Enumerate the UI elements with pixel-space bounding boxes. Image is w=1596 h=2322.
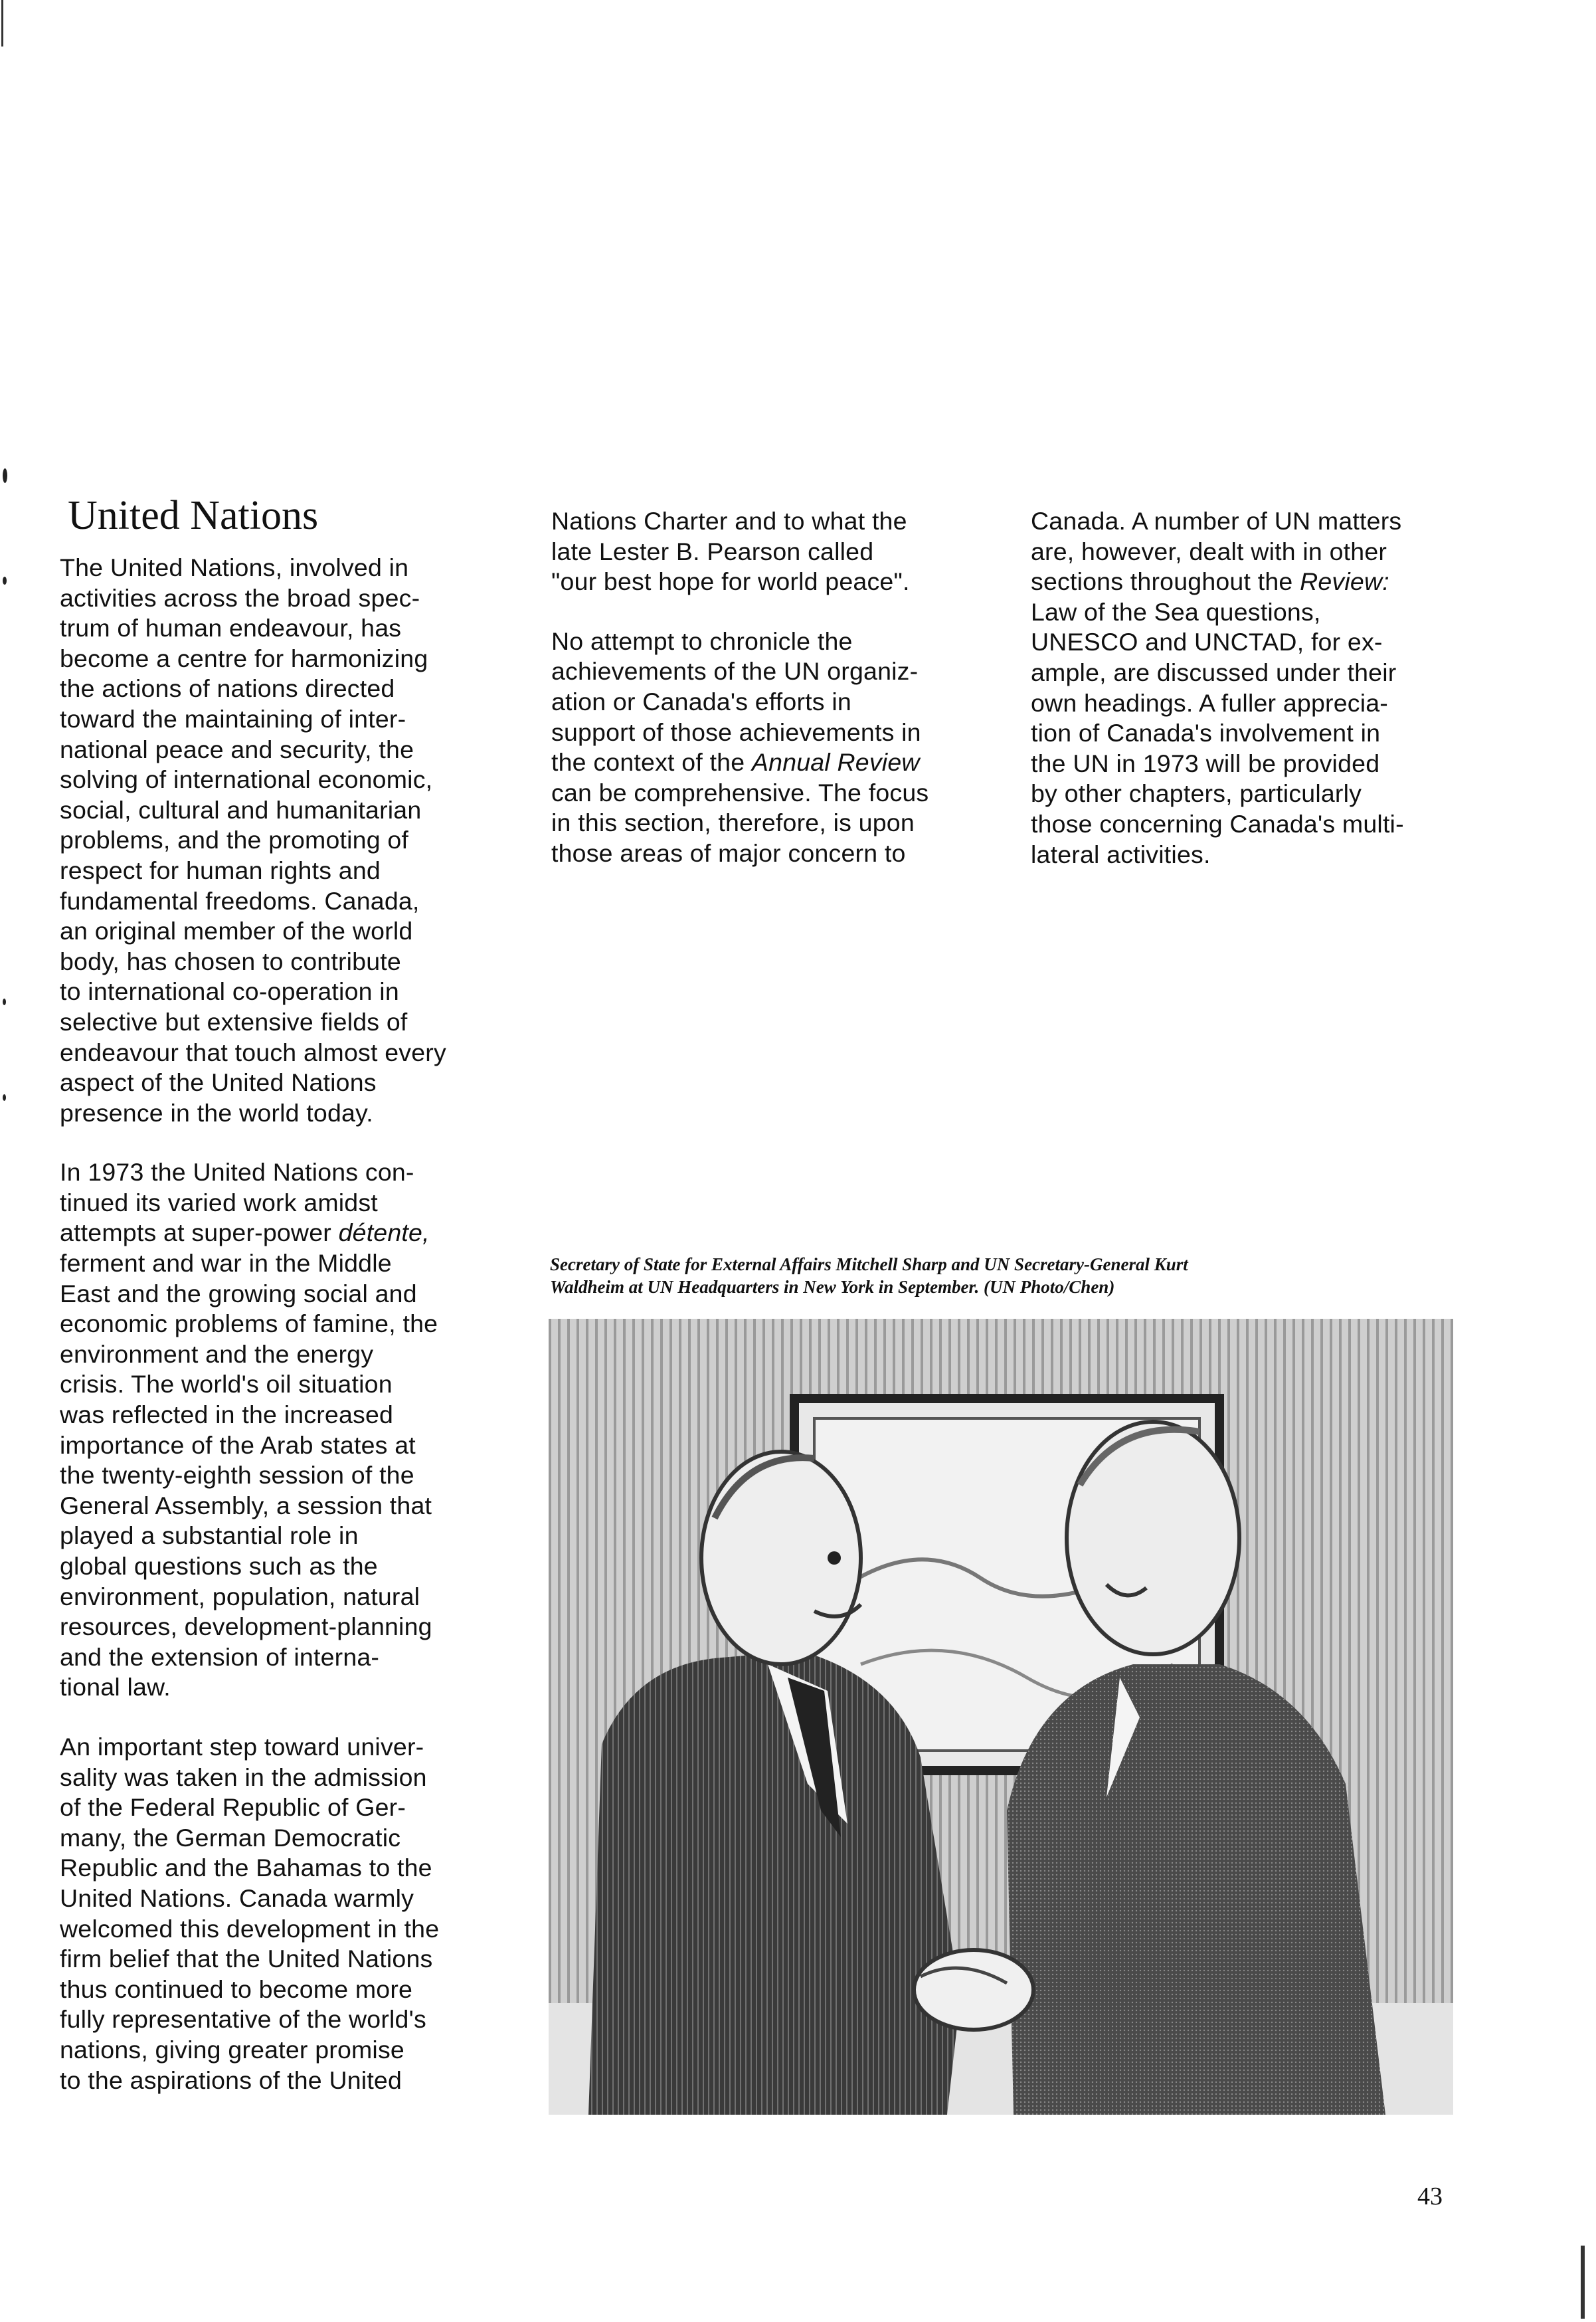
text-line: [60, 1218, 511, 1248]
scan-margin-dot: [3, 468, 7, 483]
text-line: importance of the Arab states at: [60, 1430, 416, 1459]
text-line: national peace and security, the: [60, 735, 414, 763]
text-run: the context of the: [551, 748, 752, 777]
text-line: economic problems of famine, the: [60, 1309, 438, 1338]
text-line: fundamental freedoms. Canada,: [60, 886, 420, 915]
text-line: ferment and war in the Middle: [60, 1249, 392, 1278]
italic-title-review: Review:: [1300, 567, 1389, 596]
text-line: fully representative of the world's: [60, 2005, 426, 2034]
text-line: presence in the world today.: [60, 1098, 373, 1127]
italic-term-detente: détente,: [338, 1218, 430, 1247]
text-line: UNESCO and UNCTAD, for ex-: [1031, 628, 1383, 656]
text-line: social, cultural and humanitarian: [60, 795, 422, 824]
text-line: Nations Charter and to what the: [551, 507, 907, 535]
handshake-photo: [549, 1319, 1453, 2115]
handshake-hands: [914, 1950, 1033, 2030]
text-line: global questions such as the: [60, 1552, 378, 1580]
text-line: No attempt to chronicle the: [551, 627, 853, 655]
text-line: Republic and the Bahamas to the: [60, 1854, 432, 1882]
caption-line: Waldheim at UN Headquarters in New York in September. (UN Photo/Chen): [550, 1277, 1115, 1297]
text-line: problems, and the promoting of: [60, 826, 409, 854]
text-line: activities across the broad spec-: [60, 583, 420, 612]
text-line: "our best hope for world peace".: [551, 567, 910, 596]
text-line: In 1973 the United Nations con-: [60, 1158, 414, 1187]
text-line: An important step toward univer-: [60, 1732, 424, 1761]
text-column-3: [1031, 506, 1482, 870]
text-line: was reflected in the increased: [60, 1401, 394, 1429]
paragraph-intro: [60, 553, 511, 1128]
scan-edge-mark: [1581, 2246, 1585, 2319]
text-line: body, has chosen to contribute: [60, 947, 401, 975]
text-line: in this section, therefore, is upon: [551, 809, 915, 837]
text-line: Canada. A number of UN matters: [1031, 507, 1402, 535]
text-line: an original member of the world: [60, 917, 413, 945]
scan-margin-dot: [3, 999, 6, 1005]
text-line: can be comprehensive. The focus: [551, 778, 929, 807]
text-line: and the extension of interna-: [60, 1642, 380, 1671]
text-line: resources, development-planning: [60, 1612, 432, 1641]
page-number: 43: [1417, 2182, 1443, 2210]
text-line: firm belief that the United Nations: [60, 1945, 433, 1973]
text-line: The United Nations, involved in: [60, 553, 409, 581]
text-column-1: [60, 553, 511, 2095]
text-line: environment and the energy: [60, 1339, 374, 1368]
text-line: by other chapters, particularly: [1031, 779, 1362, 808]
text-line: Law of the Sea questions,: [1031, 597, 1321, 626]
text-line: [1031, 567, 1482, 597]
section-heading: United Nations: [68, 493, 319, 538]
paragraph-1973-work: [60, 1157, 511, 1703]
text-line: achievements of the UN organiz-: [551, 657, 919, 686]
text-line: respect for human rights and: [60, 856, 381, 884]
text-line: General Assembly, a session that: [60, 1491, 432, 1519]
text-line: lateral activities.: [1031, 840, 1211, 868]
text-line: ample, are discussed under their: [1031, 658, 1397, 686]
handshake-photo-illustration: [549, 1319, 1453, 2115]
scan-margin-dot: [3, 577, 7, 585]
text-line: selective but extensive fields of: [60, 1007, 408, 1036]
italic-title-annual-review: Annual Review: [751, 748, 920, 777]
text-line: are, however, dealt with in other: [1031, 537, 1387, 565]
photo-caption: [550, 1253, 1413, 1298]
text-line: own headings. A fuller apprecia-: [1031, 688, 1388, 717]
text-line: played a substantial role in: [60, 1521, 359, 1550]
text-line: support of those achievements in: [551, 718, 921, 746]
text-line: tinued its varied work amidst: [60, 1188, 378, 1216]
text-line: United Nations. Canada warmly: [60, 1884, 414, 1912]
text-line: of the Federal Republic of Ger-: [60, 1793, 406, 1822]
text-line: tion of Canada's involvement in: [1031, 719, 1381, 747]
scan-margin-dot: [3, 1094, 6, 1101]
text-line: to international co-operation in: [60, 977, 399, 1006]
text-line: solving of international economic,: [60, 765, 433, 794]
text-line: East and the growing social and: [60, 1279, 417, 1307]
text-line: the actions of nations directed: [60, 674, 395, 703]
text-line: those concerning Canada's multi-: [1031, 809, 1404, 838]
scan-edge-mark: [1, 0, 3, 47]
text-line: the UN in 1973 will be provided: [1031, 749, 1380, 777]
text-line: aspect of the United Nations: [60, 1068, 377, 1097]
text-line: toward the maintaining of inter-: [60, 704, 406, 733]
text-line: many, the German Democratic: [60, 1823, 401, 1852]
text-run: sections throughout the: [1031, 567, 1300, 596]
text-line: thus continued to become more: [60, 1975, 413, 2003]
paragraph-focus: [551, 627, 1003, 869]
caption-line: Secretary of State for External Affairs Mitchell Sharp and UN Secretary-General Kurt: [550, 1254, 1188, 1274]
text-line: tional law.: [60, 1673, 171, 1701]
text-line: late Lester B. Pearson called: [551, 537, 874, 565]
paragraph-other-sections: [1031, 506, 1482, 870]
text-run: attempts at super-power: [60, 1218, 339, 1247]
text-line: crisis. The world's oil situation: [60, 1370, 393, 1399]
text-line: to the aspirations of the United: [60, 2066, 402, 2094]
text-column-2: [551, 506, 1003, 869]
paragraph-universality: [60, 1732, 511, 2095]
text-line: the twenty-eighth session of the: [60, 1461, 414, 1490]
text-line: endeavour that touch almost every: [60, 1038, 446, 1066]
text-line: become a centre for harmonizing: [60, 644, 428, 672]
text-line: ation or Canada's efforts in: [551, 687, 851, 716]
text-line: those areas of major concern to: [551, 838, 906, 867]
text-line: [551, 747, 1003, 778]
text-line: environment, population, natural: [60, 1582, 420, 1610]
text-line: sality was taken in the admission: [60, 1763, 427, 1791]
text-line: trum of human endeavour, has: [60, 614, 402, 642]
text-line: welcomed this development in the: [60, 1914, 440, 1943]
text-line: nations, giving greater promise: [60, 2035, 404, 2064]
paragraph-charter: [551, 506, 1003, 597]
right-figure-head: [1067, 1422, 1239, 1654]
